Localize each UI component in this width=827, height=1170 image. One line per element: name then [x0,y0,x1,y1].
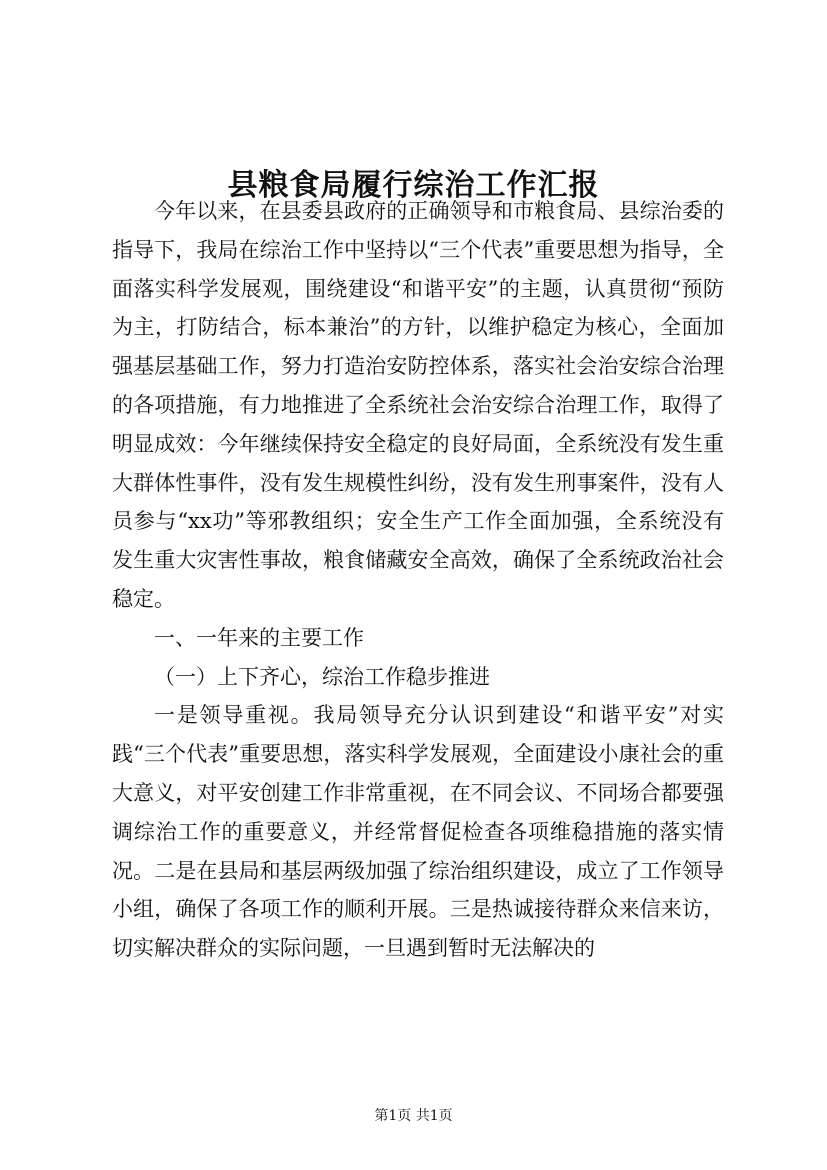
page-footer: 第1页 共1页 [374,1108,453,1124]
intro-paragraph: 今年以来，在县委县政府的正确领导和市粮食局、县综治委的指导下，我局在综治工作中坚持以“三个代表”重要思想为指导，全面落实科学发展观，围绕建设“和谐平安”的主题，认真贯彻“预防为主，打防结合，标本兼治”的方针，以维护稳定为核心，全面加强基层基础工作，努力打造治安防控体系，落实社会治安综合治理的各项措施，有力地推进了全系统社会治安综合治理工作，取得了明显成效：今年继续保持安全稳定的良好局面，全系统没有发生重大群体性事件，没有发生规模性纠纷，没有发生刑事案件，没有人员参与“xx功”等邪教组织；安全生产工作全面加强，全系统没有发生重大灾害性事故，粮食储藏安全高效，确保了全系统政治社会稳定。 [112,199,724,611]
body-paragraph: 一是领导重视。我局领导充分认识到建设“和谐平安”对实践“三个代表”重要思想，落实科学发展观，全面建设小康社会的重大意义，对平安创建工作非常重视，在不同会议、不同场合都要强调综治工作的重要意义，并经常督促检查各项维稳措施的落实情况。二是在县局和基层两级加强了综治组织建设，成立了工作领导小组，确保了各项工作的顺利开展。三是热诚接待群众来信来访，切实解决群众的实际问题，一旦遇到暂时无法解决的 [112,703,724,961]
subsection-heading: （一）上下齐心，综治工作稳步推进 [154,664,490,689]
document-body [112,192,724,968]
document-title: 县粮食局履行综治工作汇报 [227,168,600,204]
section-heading: 一、一年来的主要工作 [154,625,364,650]
